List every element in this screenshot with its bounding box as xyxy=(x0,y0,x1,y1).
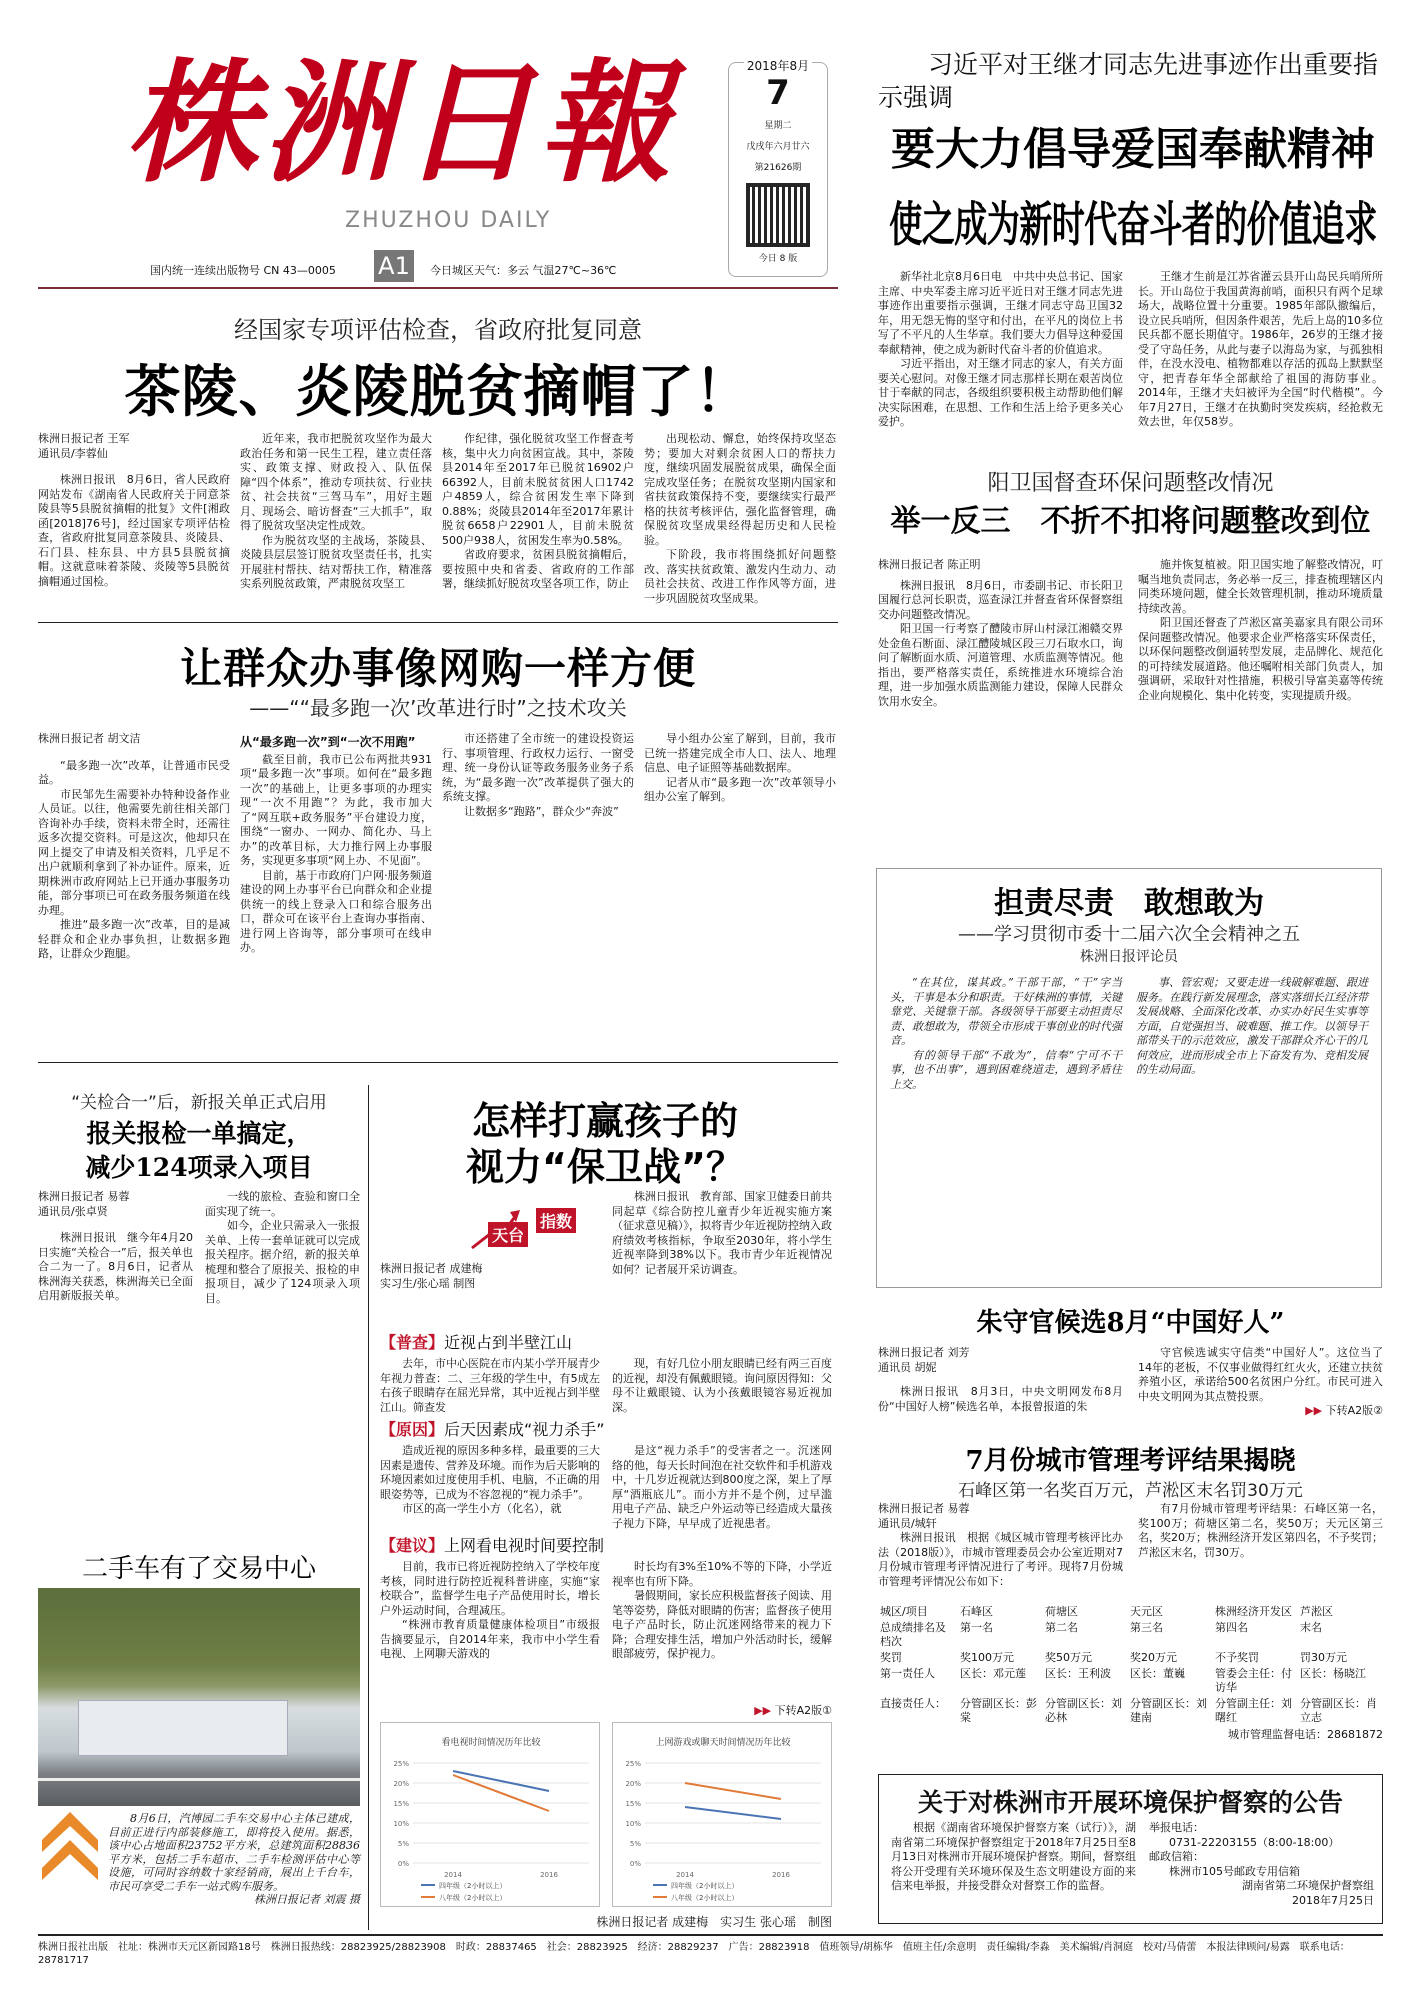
goodperson-col-2 xyxy=(1138,1346,1383,1419)
table-cell: 奖100万元 xyxy=(960,1651,1014,1664)
goodperson-jump[interactable]: ▶▶ 下转A2版② xyxy=(1305,1404,1383,1417)
byline: 株洲日报记者 刘芳 xyxy=(878,1346,970,1359)
logo-text-tiantai: 天台 xyxy=(488,1222,528,1247)
byline: 株洲日报记者 易蓉 xyxy=(878,1502,970,1515)
mail-address: 株洲市105号邮政专用信箱 xyxy=(1169,1864,1300,1878)
table-cell: 分管副区长：肖立志 xyxy=(1300,1697,1377,1724)
lunar-date: 戊戌年六月廿六 xyxy=(746,142,810,152)
byline: 株洲日报记者 成建梅 xyxy=(380,1262,483,1275)
service-subtitle: ——““最多跑一次’改革进行时”之技术攻关 xyxy=(249,696,627,720)
vision-headline-1: 怎样打赢孩子的 xyxy=(471,1099,738,1143)
paragraph: 事、管宏观；又要走进一线破解难题、跟进服务。在践行新发展理念，落实落细长江经济带发展战略、全面深化改革、办实办好民生实事等方面，自觉强担当、破难题、推工作。以领导干部带头干的示范效应，激发干部群众齐心干的几何效应，进而形成全市上下奋发有为、竞相发展的生动局面。 xyxy=(1136,976,1368,1076)
footer-rule xyxy=(38,1934,1383,1936)
table-cell: 分管副区长：刘必林 xyxy=(1045,1697,1122,1724)
photo-credit: 株洲日报记者 刘震 摄 xyxy=(254,1893,360,1906)
paragraph: 市民邹先生需要补办特种设备作业人员证。以往，他需要先前往相关部门咨询补办手续，资料未带全时，还需往返多次提交资料。可是这次，他却只在网上提交了申请及相关资料，几乎足不出户就顺利拿到了补办证件。原来，近期株洲市政府网站上已开通办事服务功能，部分事项已可在政务服务频道在线办理。 xyxy=(38,787,230,917)
table-cell: 区长：王利波 xyxy=(1045,1667,1111,1680)
env-col-2 xyxy=(1138,558,1383,703)
table-row xyxy=(878,1666,1383,1696)
section-heading xyxy=(380,1420,832,1440)
hotline: 城市管理监督电话：28681872 xyxy=(1228,1728,1383,1741)
paragraph: 现，有好几位小朋友眼睛已经有两三百度的近视，却没有佩戴眼镜。询问原因得知：父母不让戴眼镜、认为小孩戴眼镜容易近视加深。 xyxy=(612,1357,832,1414)
caption-text: 8月6日，汽博园二手车交易中心主体已建成，目前正进行内部装修施工，即将投入使用。据悉，该中心占地面积23752平方米，总建筑面积28836平方米，包括二手车超市、二手车检测评估中心等设施，可同时容纳数十家经销商，展出上千台车，市民可享受二手车一站式购车服务。 xyxy=(108,1812,360,1893)
service-col-2 xyxy=(240,732,432,956)
vision-headline-2: 视力“保卫战”？ xyxy=(466,1145,744,1189)
paragraph: 出现松动、懈怠，始终保持攻坚态势；要加大对剩余贫困人口的帮扶力度，继续巩固发展脱贫成果，确保全面完成攻坚任务；在脱贫攻坚期内国家和省扶贫政策保持不变，要继续实行最严格的扶贫考核评估，强化监督管理，确保脱贫攻坚成果经得起历史和人民检验。 xyxy=(644,432,836,547)
paragraph: 让数据多“跑路”，群众少“奔波” xyxy=(464,804,619,818)
line-chart xyxy=(380,1722,600,1907)
line-chart xyxy=(612,1722,832,1907)
vision-byline xyxy=(380,1262,600,1291)
chart-title: 上网游戏或聊天时间情况历年比较 xyxy=(655,1738,791,1748)
byline: 通讯员 胡妮 xyxy=(878,1360,937,1374)
paragraph: 暑假期间，家长应积极监督孩子阅读、用笔等姿势，降低对眼睛的伤害；监督孩子使用电子产品时长，防止沉迷网络带来的视力下降；合理安排生活，增加户外活动时长，缓解眼部疲劳，保护视力。 xyxy=(612,1589,832,1660)
table-cell: 末名 xyxy=(1300,1621,1322,1634)
logo-text-index: 指数 xyxy=(536,1208,576,1233)
table-cell: 总成绩排名及档次 xyxy=(880,1621,946,1648)
byline: 通讯员/张卓贤 xyxy=(38,1204,108,1218)
lead-col-1 xyxy=(878,270,1123,430)
paragraph: “最多跑一次”改革，让普通市民受益。 xyxy=(38,758,230,786)
commentary-col-2 xyxy=(1136,976,1368,1078)
table-cell: 分管副区长：彭棠 xyxy=(960,1697,1037,1724)
y-tick-label: 10% xyxy=(625,1820,641,1828)
y-tick-label: 20% xyxy=(625,1780,641,1788)
service-col-3 xyxy=(442,732,634,819)
section-heading xyxy=(380,1333,832,1353)
divider xyxy=(38,622,838,623)
commentary-author: 株洲日报评论员 xyxy=(1080,949,1178,965)
legend-label: 八年级（2小时以上） xyxy=(671,1894,739,1902)
goodperson-headline: 朱守官候选8月“中国好人” xyxy=(976,1308,1285,1338)
byline: 通讯员/城轩 xyxy=(878,1516,937,1530)
poverty-kicker: 经国家专项评估检查，省政府批复同意 xyxy=(234,316,642,344)
phone-number: 0731-22203155（8:00-18:00） xyxy=(1169,1835,1340,1849)
vertical-divider xyxy=(368,1085,369,1930)
paragraph: 株洲日报讯 继今年4月20日实施“关检合一”后，报关单也合二为一了。8月6日，记者从株洲海关获悉，株洲海关已全面启用新版报关单。 xyxy=(38,1231,193,1302)
table-cell: 第四名 xyxy=(1215,1621,1248,1634)
table-cell: 不予奖罚 xyxy=(1215,1651,1259,1664)
chart-title: 看电视时间情况历年比较 xyxy=(441,1738,541,1748)
table-cell: 第一责任人 xyxy=(880,1667,935,1680)
x-tick-label: 2016 xyxy=(772,1871,790,1879)
notice-title: 关于对株洲市开展环境保护督察的公告 xyxy=(917,1788,1343,1817)
paragraph: 截至目前，我市已公布两批共931项“最多跑一次”事项。如何在“最多跑一次”的基础上，让更多事项的办理实现“一次不用跑”？为此，我市加大了“网互联+政务服务”平台建设力度，围绕“一窗办、一网办、简化办、马上办”的改革目标，大力推行网上办事服务，实现更多事项“网上办、不见面”。 xyxy=(240,752,432,867)
chart-credit: 株洲日报记者 成建梅 实习生 张心瑶 制图 xyxy=(596,1915,832,1929)
notice-signer: 湖南省第二环境保护督察组 xyxy=(1242,1879,1374,1892)
used-car-center-photo xyxy=(38,1588,360,1806)
paragraph: 株洲日报讯 8月3日，中央文明网发布8月份“中国好人榜”候选名单，本报曾报道的朱 xyxy=(878,1385,1123,1413)
service-subhead: 从“最多跑一次”到“一次不用跑” xyxy=(240,735,416,749)
section-col xyxy=(380,1357,600,1415)
paragraph: 近年来，我市把脱贫攻坚作为最大政治任务和第一民生工程，建立责任落实、政策支撑、财政投入、队伍保障“四个体系”，推动专项扶贫、行业扶贫、社会扶贫“三驾马车”，用好主题月、现场会、暗访督查“三大抓手”，取得了脱贫攻坚决定性成效。 xyxy=(240,432,432,532)
series-line xyxy=(685,1783,781,1799)
table-cell: 天元区 xyxy=(1130,1605,1163,1618)
section-tag: 【原因】 xyxy=(380,1420,445,1439)
paragraph: 作为脱贫攻坚的主战场，茶陵县、炎陵县层层签订脱贫攻坚责任书，扎实开展驻村帮扶、结对帮扶工作，精准落实系列脱贫政策，严肃脱贫攻坚工 xyxy=(240,533,432,590)
qr-code[interactable] xyxy=(746,183,810,247)
legend-label: 四年级（2小时以上） xyxy=(671,1882,739,1890)
date-day: 7 xyxy=(766,73,790,113)
paragraph: 新华社北京8月6日电 中共中央总书记、国家主席、中央军委主席习近平近日对王继才同志先进事迹作出重要指示强调，王继才同志守岛卫国32年，用无怨无悔的坚守和付出，在平凡的岗位上书写了不平凡的人生华章。我们要大力倡导这种爱国奉献精神，使之成为新时代奋斗者的价值追求。 xyxy=(878,270,1123,356)
newspaper-logo: 株洲日報 xyxy=(125,46,677,201)
poverty-col-2 xyxy=(240,432,432,592)
env-headline: 举一反三 不折不扣将问题整改到位 xyxy=(890,504,1371,539)
table-cell: 奖50万元 xyxy=(1045,1651,1092,1664)
paragraph: “在其位，谋其政。”干部干部，“干”字当头，干事是本分和职责。干好株洲的事情，关键靠党、关键靠干部。各级领导干部要主动担责尽责、敢想敢为，带领全市形成干事创业的时代强音。 xyxy=(890,976,1122,1047)
byline: 实习生/张心瑶 制图 xyxy=(380,1276,476,1290)
env-kicker: 阳卫国督查环保问题整改情况 xyxy=(987,471,1274,496)
byline: 株洲日报记者 易蓉 xyxy=(38,1190,130,1203)
paragraph: 市区的高一学生小方（化名），就 xyxy=(402,1502,562,1515)
section-tag: 【普查】 xyxy=(380,1333,445,1352)
charts-area xyxy=(380,1722,832,1907)
commentary-headline: 担责尽责 敢想敢为 xyxy=(994,886,1264,921)
table-cell: 管委会主任：付访华 xyxy=(1215,1667,1292,1694)
date-box xyxy=(728,59,828,277)
paragraph: 是这“视力杀手”的受害者之一。沉迷网络的他，每天长时间泡在社交软件和手机游戏中，十几岁近视就达到800度之深，架上了厚厚“酒瓶底儿”。而小方并不是个例，过早滥用电子产品、缺乏户外运动等已经造成大量孩子视力下降，早早成了近视患者。 xyxy=(612,1444,832,1530)
paragraph: 王继才生前是江苏省灌云县开山岛民兵哨所所长。开山岛位于我国黄海前哨，面积只有两个足球场大，战略位置十分重要。1985年部队撤编后，设立民兵哨所，但因条件艰苦，先后上岛的10多位民兵都不愿长期值守。1986年，26岁的王继才接受了守岛任务，从此与妻子以海岛为家，与孤独相伴，在没水没电、植物都难以存活的孤岛上默默坚守，把青春年华全部献给了祖国的海防事业。2014年，王继才夫妇被评为全国“时代楷模”。今年7月27日，王继才在执勤时突发疾病，经抢救无效去世，年仅58岁。 xyxy=(1138,270,1383,428)
table-cell: 分管副主任：刘曙红 xyxy=(1215,1697,1292,1724)
table-cell: 区长：杨晓江 xyxy=(1300,1667,1366,1680)
customs-headline-2: 减少124项录入项目 xyxy=(85,1153,313,1182)
weather: 今日城区天气：多云 气温27℃~36℃ xyxy=(430,264,617,277)
x-tick-label: 2016 xyxy=(540,1871,558,1879)
divider xyxy=(38,1062,838,1063)
paragraph: 省政府要求，贫困县脱贫摘帽后，要按照中央和省委、省政府的工作部署，继续抓好脱贫攻坚各项工作，防止 xyxy=(442,548,634,590)
lead-headline-2: 使之成为新时代奋斗者的价值追求 xyxy=(889,196,1377,253)
table-cell: 区长：董巍 xyxy=(1130,1667,1185,1680)
section-col xyxy=(612,1357,832,1415)
ranking-table xyxy=(878,1604,1383,1726)
paragraph: 习近平指出，对王继才同志的家人，有关方面要关心慰问。对像王继才同志那样长期在艰苦岗位甘于奉献的同志，各级组织要积极主动帮助他们解决实际困难，在思想、工作和生活上给予更多关心爱护。 xyxy=(878,357,1123,428)
phone-label: 举报电话： xyxy=(1149,1821,1204,1834)
notice-body: 根据《湖南省环境保护督察方案（试行）》，湖南省第二环境保护督察组定于2018年7月25日至8月13日对株洲市开展环境保护督察。期间，督察组将公开受理有关环境环保及生态文明建设方面的来信来电举报，并接受群众对督察工作的监督。 xyxy=(891,1821,1136,1892)
paragraph: 导小组办公室了解到，目前，我市已统一搭建完成全市人口、法人、地理信息、电子证照等基础数据库。 xyxy=(644,732,836,774)
table-cell: 第二名 xyxy=(1045,1621,1078,1634)
section-title: 上网看电视时间要控制 xyxy=(444,1536,605,1555)
paragraph: 阳卫国一行考察了醴陵市屏山村渌江湘赣交界处金鱼石断面、渌江醴陵城区段三刀石取水口，询问了解断面水质、河道管理、水质监测等情况。他指出，要严格落实责任，系统推进水环境综合治理，进一步加强水质监测能力建设，保障人民群众饮用水安全。 xyxy=(878,622,1123,708)
y-tick-label: 25% xyxy=(393,1760,409,1768)
paragraph: 目前，我市已将近视防控纳入了学校年度考核，同时进行防控近视科普讲座，实施“家校联合”，监督学生电子产品使用时长，增长户外运动时间，合理减压。 xyxy=(380,1560,600,1617)
paragraph: 株洲日报讯 根据《城区城市管理考核评比办法（2018版）》，市城市管理委员会办公室近期对7月份城市管理考评情况进行了考评。现将7月份城市管理考评情况公布如下： xyxy=(878,1531,1123,1588)
section-title: 近视占到半壁江山 xyxy=(444,1333,573,1352)
section-col xyxy=(380,1560,600,1662)
footer-info: 株洲日报社出版 社址：株洲市天元区新园路18号 株洲日报热线：28823925/28823908 时政：28837465 社会：28823925 经济：28829237 广告：28823918 值班领导/胡栋华 值班主任/余意明 责任编辑/李淼 美术编辑/肖洞庭 校对/马倩蕾 本报法律顾问/易露 联系电话：28781717 xyxy=(38,1942,1350,1966)
y-tick-label: 5% xyxy=(629,1840,641,1848)
weekday: 星期二 xyxy=(764,121,792,131)
table-cell: 第三名 xyxy=(1130,1621,1163,1634)
commentary-subtitle: ——学习贯彻市委十二届六次全会精神之五 xyxy=(958,924,1300,945)
table-row xyxy=(878,1650,1383,1666)
table-cell: 第一名 xyxy=(960,1621,993,1634)
paragraph: 下阶段，我市将围绕抓好问题整改、落实扶贫政策、激发内生动力、动员社会扶贫、改进工作作风等方面，进一步巩固脱贫攻坚成果。 xyxy=(644,548,836,605)
cn-number: 国内统一连续出版物号 CN 43—0005 xyxy=(150,264,336,277)
poverty-col-3 xyxy=(442,432,634,592)
y-tick-label: 15% xyxy=(625,1800,641,1808)
paragraph: 有7月份城市管理考评结果：石峰区第一名，奖100万；荷塘区第二名，奖50万；天元区第三名，奖20万；株洲经济开发区第四名，不予奖罚；芦淞区末名，罚30万。 xyxy=(1138,1502,1383,1559)
section-heading xyxy=(380,1536,832,1556)
table-cell: 罚30万元 xyxy=(1300,1651,1347,1664)
mail-label: 邮政信箱： xyxy=(1149,1850,1204,1863)
vision-jump[interactable]: ▶▶ 下转A2版① xyxy=(754,1704,832,1717)
issue-number: 第21626期 xyxy=(754,163,802,173)
tiantai-index-logo xyxy=(470,1204,590,1250)
section-col xyxy=(612,1444,832,1531)
poverty-col-1 xyxy=(38,432,230,589)
table-cell: 奖罚 xyxy=(880,1651,902,1664)
paragraph: 造成近视的原因多种多样，最重要的三大因素是遗传、营养及环境。而作为后天影响的环境因素如过度使用手机、电脑，不正确的用眼姿势等，已成为不容忽视的“视力杀手”。 xyxy=(380,1444,600,1501)
vision-intro xyxy=(612,1190,832,1277)
byline: 通讯员/李蓉仙 xyxy=(38,446,108,460)
service-col-4 xyxy=(644,732,836,805)
table-cell: 荷塘区 xyxy=(1045,1605,1078,1618)
y-tick-label: 10% xyxy=(393,1820,409,1828)
table-cell: 奖20万元 xyxy=(1130,1651,1177,1664)
vision-sections xyxy=(380,1328,832,1662)
byline: 株洲日报记者 胡文洁 xyxy=(38,732,141,745)
env-col-1 xyxy=(878,558,1123,709)
table-row xyxy=(878,1620,1383,1650)
table-row xyxy=(878,1696,1383,1726)
paragraph: 阳卫国还督查了芦淞区富美嘉家具有限公司环保问题整改情况。他要求企业严格落实环保责任，以环保问题整改倒逼转型发展，走品牌化、规范化的可持续发展道路。他还嘱咐相关部门负责人，加强调研，采取针对性措施，积极引导富美嘉等传统企业向规模化、集中化转变，实现提质升级。 xyxy=(1138,616,1383,702)
notice-date: 2018年7月25日 xyxy=(1292,1893,1374,1907)
paragraph: 时长均有3%至10%不等的下降，小学近视率也有所下降。 xyxy=(612,1560,832,1588)
paragraph: 去年，市中心医院在市内某小学开展青少年视力普查：二、三年级的学生中，有5成左右孩子眼睛存在屈光异常，其中近视占到半壁江山。筛查发 xyxy=(380,1357,600,1414)
paragraph: 作纪律，强化脱贫攻坚工作督查考核，集中火力向贫困宣战。其中，茶陵县2014年至2017年已脱贫16902户66392人，目前未脱贫贫困人口1742户4859人，综合贫困发生率下降到0.88%；炎陵县2014年至2017年累计脱贫6658户22901人，目前未脱贫500户938人，贫困发生率为0.58%。 xyxy=(442,432,634,547)
notice-box xyxy=(878,1774,1383,1924)
paragraph: 株洲日报讯 8月6日，市委副书记、市长阳卫国履行总河长职责，巡查渌江并督查省环保督察组交办问题整改情况。 xyxy=(878,578,1123,621)
section-title: 后天因素成“视力杀手” xyxy=(444,1420,605,1439)
masthead-rule xyxy=(38,287,838,289)
lead-headline-1: 要大力倡导爱国奉献精神 xyxy=(891,124,1375,175)
x-tick-label: 2014 xyxy=(676,1871,694,1879)
paragraph: 记者从市“最多跑一次”改革领导小组办公室了解到。 xyxy=(644,775,836,803)
service-headline: 让群众办事像网购一样方便 xyxy=(179,644,696,693)
goodperson-col-1 xyxy=(878,1346,1123,1414)
usedcar-caption xyxy=(108,1812,360,1907)
legend-label: 四年级（2小时以上） xyxy=(439,1882,507,1890)
customs-headline-1: 报关报检一单搞定， xyxy=(86,1119,312,1148)
paragraph: 市还搭建了全市统一的建设投资运行、事项管理、行政权力运行、一窗受理、统一身份认证等政务服务业务子系统，为“最多跑一次”改革提供了强大的系统支撑。 xyxy=(442,732,634,803)
paragraph: 推进“最多跑一次”改革，目的是减轻群众和企业办事负担，让数据多跑路，让群众少跑腿。 xyxy=(38,918,230,960)
customs-col-1 xyxy=(38,1190,193,1304)
y-tick-label: 5% xyxy=(397,1840,409,1848)
lead-col-2 xyxy=(1138,270,1383,430)
section-col xyxy=(612,1560,832,1662)
table-cell: 直接责任人： xyxy=(880,1697,946,1710)
poverty-col-4 xyxy=(644,432,836,606)
table-cell: 区长：邓元莲 xyxy=(960,1667,1026,1680)
series-line xyxy=(685,1807,781,1819)
table-cell: 分管副区长：刘建南 xyxy=(1130,1697,1207,1724)
table-row xyxy=(878,1604,1383,1620)
table-cell: 芦淞区 xyxy=(1300,1605,1333,1618)
customs-kicker: “关检合一”后，新报关单正式启用 xyxy=(71,1093,327,1113)
section-col xyxy=(380,1444,600,1531)
byline: 株洲日报记者 王军 xyxy=(38,432,130,445)
legend-label: 八年级（2小时以上） xyxy=(439,1894,507,1902)
commentary-col-1 xyxy=(890,976,1122,1092)
service-col-1 xyxy=(38,732,230,962)
paragraph: 株洲日报讯 8月6日，省人民政府网站发布《湖南省人民政府关于同意茶陵县等5县脱贫摘帽的批复》文件[湘政函[2018]76号]，经过国家专项评估检查，省政府批复同意茶陵县、炎陵县、石门县、桂东县、中方县5县脱贫摘帽。这就意味着茶陵、炎陵等5县脱贫摘帽通过国检。 xyxy=(38,473,230,588)
citymgmt-headline: 7月份城市管理考评结果揭晓 xyxy=(965,1446,1296,1476)
y-tick-label: 0% xyxy=(397,1860,409,1868)
y-tick-label: 15% xyxy=(393,1800,409,1808)
customs-col-2 xyxy=(205,1190,360,1306)
table-cell: 城区/项目 xyxy=(880,1605,928,1618)
page-number-badge: A1 xyxy=(374,250,414,282)
table-cell: 石峰区 xyxy=(960,1605,993,1618)
paragraph: “株洲市教育质量健康体检项目”市级报告摘要显示，自2014年来，我市中小学生看电视、上网聊天游戏的 xyxy=(380,1618,600,1660)
table-cell: 株洲经济开发区 xyxy=(1215,1605,1292,1618)
paragraph: 如今，企业只需录入一张报关单、上传一套单证就可以完成报关程序。据介绍，新的报关单梳理和整合了原报关、报检的申报项目，减少了124项录入项目。 xyxy=(205,1219,360,1305)
citymgmt-subtitle: 石峰区第一名奖百万元，芦淞区末名罚30万元 xyxy=(958,1481,1303,1501)
paragraph: 株洲日报讯 教育部、国家卫健委日前共同起草《综合防控儿童青少年近视实施方案（征求意见稿）》，拟将青少年近视防控纳入政府绩效考核指标，争取至2030年，将小学生近视率降到38%以下。我市青少年近视情况如何？记者展开采访调查。 xyxy=(612,1190,832,1276)
usedcar-headline: 二手车有了交易中心 xyxy=(81,1554,316,1584)
date-year-month: 2018年8月 xyxy=(744,57,812,74)
jump-label: 下转A2版① xyxy=(774,1704,832,1717)
paragraph: 守官候选诚实守信类“中国好人”。这位当了14年的老板，不仅事业做得红红火火，还建立扶贫养殖小区，承诺给500名贫困户分红。市民可进入中央文明网为其点赞投票。 xyxy=(1138,1346,1383,1403)
citymgmt-col-2 xyxy=(1138,1502,1383,1560)
section-tag: 【建议】 xyxy=(380,1536,445,1555)
paragraph: 有的领导干部“不敢为”，信奉“宁可不干事，也不出事”，遇到困难绕道走，遇到矛盾往上交。 xyxy=(890,1048,1122,1091)
jump-label: 下转A2版② xyxy=(1325,1404,1383,1417)
page-count: 今日 8 版 xyxy=(758,254,798,264)
chevron-up-icon xyxy=(42,1812,98,1882)
x-tick-label: 2014 xyxy=(444,1871,462,1879)
english-title: ZHUZHOU DAILY xyxy=(345,208,552,233)
lead-kicker: 习近平对王继才同志先进事迹作出重要指示强调 xyxy=(878,50,1379,112)
paragraph: 目前，基于市政府门户网·服务频道建设的网上办事平台已向群众和企业提供统一的线上登录入口和综合服务出口，群众可在该平台上查询办事指南、进行网上咨询等，部分事项可在线申办。 xyxy=(240,868,432,954)
paragraph: 施并恢复植被。阳卫国实地了解整改情况，叮嘱当地负责同志，务必举一反三，排查梳理辖区内同类环境问题，健全长效管理机制，推动环境质量持续改善。 xyxy=(1138,558,1383,615)
byline: 株洲日报记者 陈正明 xyxy=(878,558,981,571)
y-tick-label: 20% xyxy=(393,1780,409,1788)
paragraph: 一线的旅检、查验和窗口全面实现了统一。 xyxy=(205,1190,360,1218)
y-tick-label: 25% xyxy=(625,1760,641,1768)
citymgmt-col-1 xyxy=(878,1502,1123,1589)
y-tick-label: 0% xyxy=(629,1860,641,1868)
poverty-headline: 茶陵、炎陵脱贫摘帽了！ xyxy=(124,360,752,425)
ranking-block xyxy=(878,1604,1383,1742)
